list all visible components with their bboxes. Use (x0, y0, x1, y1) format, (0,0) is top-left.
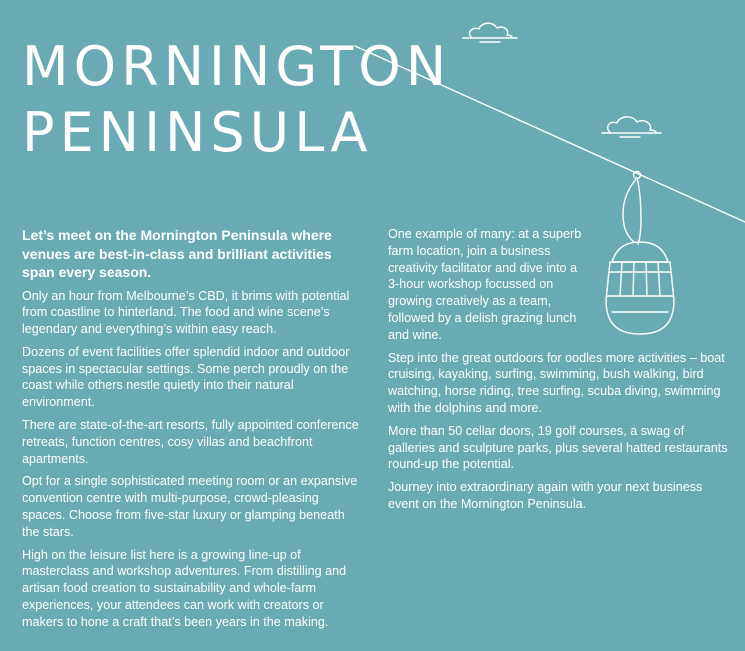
title-line-2: PENINSULA (22, 101, 373, 164)
left-column (22, 226, 364, 637)
body-paragraph: More than 50 cellar doors, 19 golf courses, a swag of galleries and sculpture parks, plus several hatted restaurants round-up the potential. (388, 423, 728, 472)
cloud-icon (602, 117, 661, 137)
right-column (388, 226, 728, 519)
body-paragraph: Only an hour from Melbourne’s CBD, it brims with potential from coastline to hinterland. The food and wine scene’s legendary and everything’s within easy reach. (22, 288, 350, 337)
body-paragraph: Dozens of event facilities offer splendid indoor and outdoor spaces in spectacular settings. Some perch proudly on the coast while others nestle quietly into their natural environment. (22, 344, 350, 410)
page-title (22, 34, 451, 166)
body-paragraph: High on the leisure list here is a growing line-up of masterclass and workshop adventures. From distilling and artisan food creation to sustainability and whole-farm experiences, your attendees can work with creators or makers to hone a craft that’s been years in the making. (22, 547, 347, 629)
body-paragraph: Step into the great outdoors for oodles more activities – boat cruising, kayaking, surfing, swimming, bush walking, bird watching, horse riding, tree surfing, scuba diving, swimming with the dolphins and more. (388, 350, 725, 415)
body-paragraph: There are state-of-the-art resorts, fully appointed conference retreats, function centres, cosy villas and beachfront apartments. (22, 418, 359, 466)
intro-lead: Let’s meet on the Mornington Peninsula where venues are best-in-class and brilliant activities span every season. (22, 227, 332, 280)
cloud-icon (463, 23, 517, 42)
body-paragraph: One example of many: at a superb farm location, join a business creativity facilitator and dive into a 3-hour workshop focussed on growing creatively as a team, followed by a delish grazing lunch and wine. (388, 227, 582, 342)
body-paragraph: Journey into extraordinary again with your next business event on the Mornington Peninsula. (388, 480, 703, 511)
body-paragraph: Opt for a single sophisticated meeting room or an expansive convention centre with multi-purpose, crowd-pleasing spaces. Choose from five-star luxury or glamping beneath the stars. (22, 474, 358, 539)
title-line-1: MORNINGTON (22, 35, 452, 98)
